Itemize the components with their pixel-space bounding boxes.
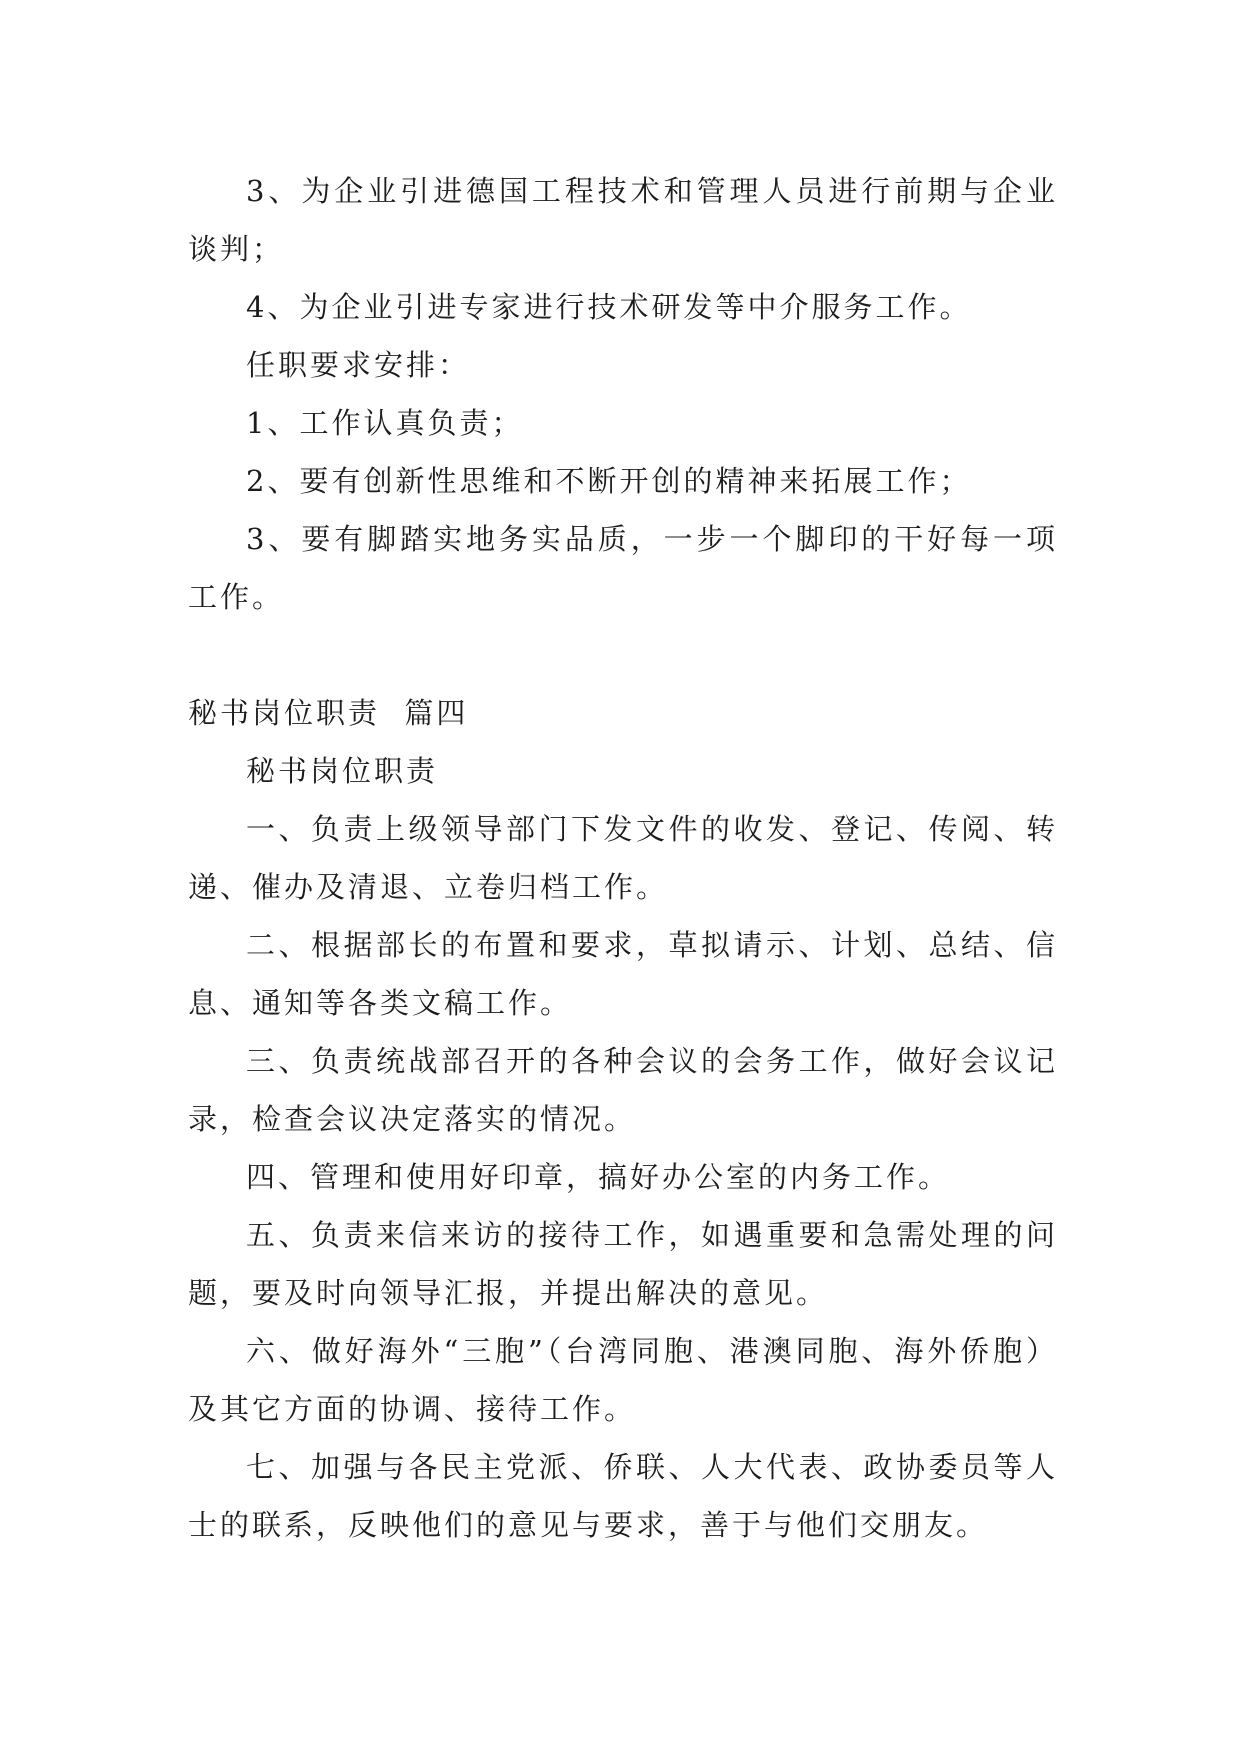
paragraph: 四、管理和使用好印章，搞好办公室的内务工作。 (246, 1160, 951, 1194)
paragraph: 六、做好海外“三胞”（台湾同胞、港澳同胞、海外侨胞）及其它方面的协调、接待工作。 (188, 1334, 1058, 1426)
paragraph: 五、负责来信来访的接待工作，如遇重要和急需处理的问题，要及时向领导汇报，并提出解决的意见。 (188, 1218, 1058, 1310)
paragraph: 任职要求安排： (246, 348, 471, 382)
paragraph: 1、工作认真负责； (246, 406, 524, 440)
paragraph: 二、根据部长的布置和要求，草拟请示、计划、总结、信息、通知等各类文稿工作。 (188, 928, 1058, 1020)
paragraph: 一、负责上级领导部门下发文件的收发、登记、传阅、转递、催办及清退、立卷归档工作。 (188, 812, 1058, 904)
paragraph: 4、为企业引进专家进行技术研发等中介服务工作。 (246, 290, 972, 324)
section-title: 秘书岗位职责 篇四 (188, 696, 469, 730)
paragraph: 七、加强与各民主党派、侨联、人大代表、政协委员等人士的联系，反映他们的意见与要求，善于与他们交朋友。 (188, 1450, 1058, 1542)
paragraph: 三、负责统战部召开的各种会议的会务工作，做好会议记录，检查会议决定落实的情况。 (188, 1044, 1058, 1136)
section-spacer (188, 626, 1058, 684)
paragraph: 3、要有脚踏实地务实品质，一步一个脚印的干好每一项工作。 (188, 522, 1058, 614)
subsection-title: 秘书岗位职责 (246, 754, 439, 788)
paragraph: 2、要有创新性思维和不断开创的精神来拓展工作； (246, 464, 972, 498)
document-body (188, 162, 1058, 1554)
paragraph: 3、为企业引进德国工程技术和管理人员进行前期与企业谈判； (188, 174, 1058, 266)
